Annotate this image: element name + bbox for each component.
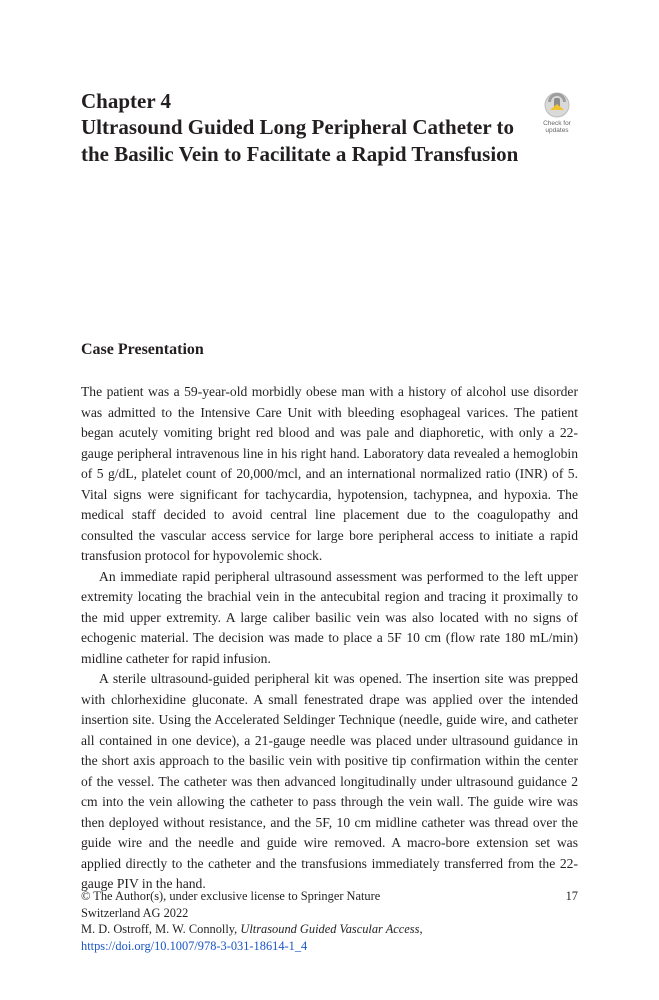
paragraph: A sterile ultrasound-guided peripheral kit was opened. The insertion site was prepped with chlorhexidine gluconate. A small fenestrated drape was applied over the intended insertion site. Using the Accelerated Seldinger Technique (needle, guide wire, and catheter all contained in one device), a 21-gauge needle was placed under ultrasound guidance in the short axis approach to the basilic vein with positive tip confirmation within the center of the vessel. The catheter was then advanced longitudinally under ultrasound guidance 2 cm into the vein allowing the catheter to pass through the vein wall. The guide wire was then deployed without resistance, and the 5F, 10 cm midline catheter was thread over the guide wire and the needle and guide wire removed. A macro-bore extension set was applied directly to the catheter and the transfusions immediately transferred from the 22-gauge PIV in the hand.: [81, 671, 578, 891]
copyright-line: © The Author(s), under exclusive license to Springer Nature: [81, 889, 381, 903]
citation-authors: M. D. Ostroff, M. W. Connolly,: [81, 922, 241, 936]
paragraph: An immediate rapid peripheral ultrasound assessment was performed to the left upper extremity locating the brachial vein in the antecubital region and tracing it proximally to the mid upper extremity. A large caliber basilic vein was also located with no signs of echogenic material. The decision was made to place a 5F 10 cm (flow rate 180 mL/min) midline catheter for rapid infusion.: [81, 568, 578, 666]
citation-tail: ,: [419, 922, 423, 936]
paragraph: The patient was a 59-year-old morbidly obese man with a history of alcohol use disorder was admitted to the Intensive Care Unit with bleeding esophageal varices. The patient began acutely vomiting bright red blood and was pale and diaphoretic, with only a 22-gauge peripheral intravenous line in his right hand. Laboratory data revealed a hemoglobin of 5 g/dL, platelet count of 20,000/mcl, and an international normalized ratio (INR) of 5. Vital signs were significant for tachycardia, hypotension, tachypnea, and hypoxia. The medical staff decided to avoid central line placement due to the coagulopathy and consulted the vascular access service for large bore peripheral access to initiate a rapid transfusion protocol for hypovolemic shock.: [81, 384, 578, 563]
chapter-label: Chapter 4: [81, 89, 172, 113]
copyright-line-2: Switzerland AG 2022: [81, 905, 189, 920]
citation: [81, 921, 578, 938]
badge-line2: updates: [545, 127, 569, 134]
check-for-updates-icon: [534, 92, 580, 120]
badge-text: [534, 120, 580, 134]
badge-line1: Check for: [543, 120, 571, 127]
page-footer: [81, 888, 578, 954]
section-heading: Case Presentation: [81, 341, 204, 358]
doi-link[interactable]: https://doi.org/10.1007/978-3-031-18614-1_4: [81, 938, 308, 953]
citation-book-title: Ultrasound Guided Vascular Access: [240, 922, 420, 936]
check-for-updates-badge[interactable]: [534, 92, 580, 138]
page-number: 17: [565, 889, 578, 903]
body-text: [81, 382, 578, 895]
chapter-title: Ultrasound Guided Long Peripheral Catheter to the Basilic Vein to Facilitate a Rapid Transfusion: [81, 115, 519, 166]
